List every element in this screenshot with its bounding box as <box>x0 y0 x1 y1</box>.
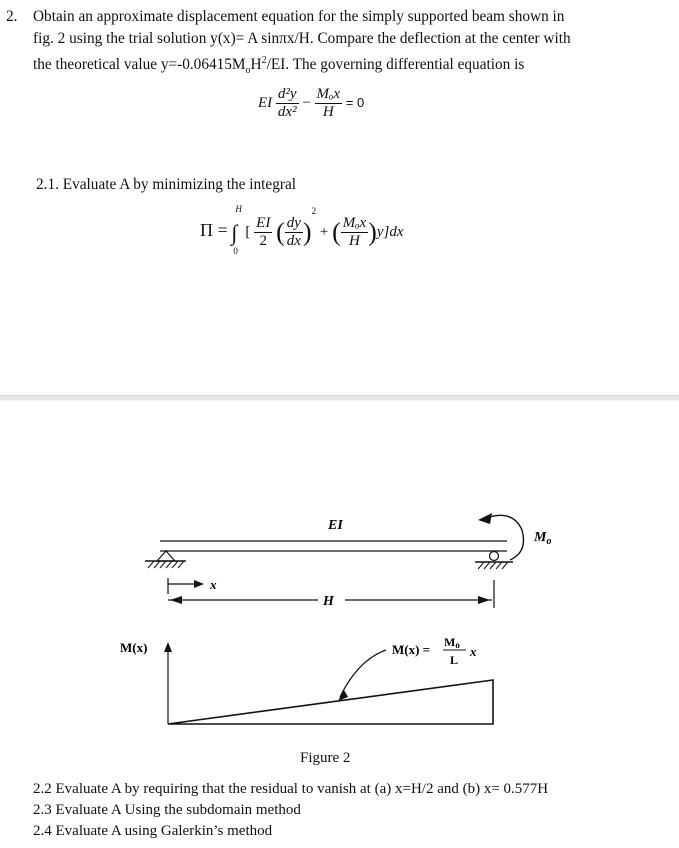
question-line-2: fig. 2 using the trial solution y(x)= A sinπx/H. Compare the deflection at the center with <box>33 30 571 47</box>
eq1-frac-2: $\frac{\text{Mₒx}}{H}$ <box>316 86 340 120</box>
eq1-minus: − <box>302 94 311 111</box>
eq2-m-frac: $\frac{\text{Mₒx}}{H}$ <box>342 215 367 250</box>
governing-equation <box>258 86 364 121</box>
question-text <box>33 6 663 82</box>
mx-equation: M(x) = <box>392 642 431 657</box>
pin-support-left <box>145 551 186 568</box>
mx-axis-arrow-icon <box>164 642 172 724</box>
subquestion-2-4: 2.4 Evaluate A using Galerkin’s method <box>33 823 273 839</box>
x-label: x <box>210 577 217 592</box>
eq1-frac-1: $\frac{\text{d²y}}{\text{dx²}}$ <box>277 86 297 120</box>
question-line-1: Obtain an approximate displacement equation for the simply supported beam shown in <box>33 8 565 25</box>
eq2-bracket: [ <box>245 224 251 240</box>
roller-support-right <box>475 552 513 570</box>
eq2-integral: H ∫ 0 <box>231 203 242 256</box>
question-line-3: the theoretical value $y=-0.06415M_oH^2/EI$. The governing differential equation is <box>33 55 525 77</box>
mx-axis-label: M(x) <box>120 640 148 655</box>
svg-text:x: x <box>470 644 477 659</box>
x-arrow-icon <box>168 578 204 594</box>
eq1-rhs: = 0 <box>345 94 365 110</box>
eq2-dy-frac: $\frac{dy}{dx}$ <box>286 215 301 250</box>
eq2-power: 2 <box>311 206 317 216</box>
subquestion-2-1: 2.1. Evaluate A by minimizing the integral <box>36 176 296 193</box>
eq2-tail: y]dx <box>376 224 404 240</box>
eq1-coef: EI <box>258 94 273 111</box>
mx-equation-fraction <box>443 635 477 667</box>
eq2-ei-frac: $\frac{EI}{2}$ <box>256 215 271 250</box>
subquestion-2-3: 2.3 Evaluate A Using the subdomain method <box>33 802 301 818</box>
ei-label: EI <box>328 518 343 533</box>
question-number: 2. <box>6 8 18 25</box>
eq2-plus: + <box>319 224 329 240</box>
subquestion-2-2: 2.2 Evaluate A by requiring that the residual to vanish at (a) x=H/2 and (b) x= 0.577H <box>33 781 549 797</box>
figure-caption: Figure 2 <box>300 750 351 766</box>
h-label: H <box>323 594 334 609</box>
mx-pointer-line <box>338 650 386 701</box>
eq2-lhs: Π = <box>200 220 228 240</box>
svg-text:L: L <box>450 653 459 667</box>
moment-diagram <box>168 680 493 724</box>
subquestion-list <box>33 779 548 842</box>
figure-2-diagram <box>0 400 679 745</box>
svg-text:Mo: Mo <box>444 635 460 650</box>
moment-arrow-icon <box>478 513 524 560</box>
functional-equation: Π = H ∫ 0 [ $\frac{EI}{2}$ ( $\frac{dy}{dx}$ )$^2$ + ( $\frac{\text{Mₒx}}{H}$ )y]dx <box>200 203 404 256</box>
mo-label: $M_o$ <box>534 530 552 547</box>
beam <box>160 541 507 551</box>
